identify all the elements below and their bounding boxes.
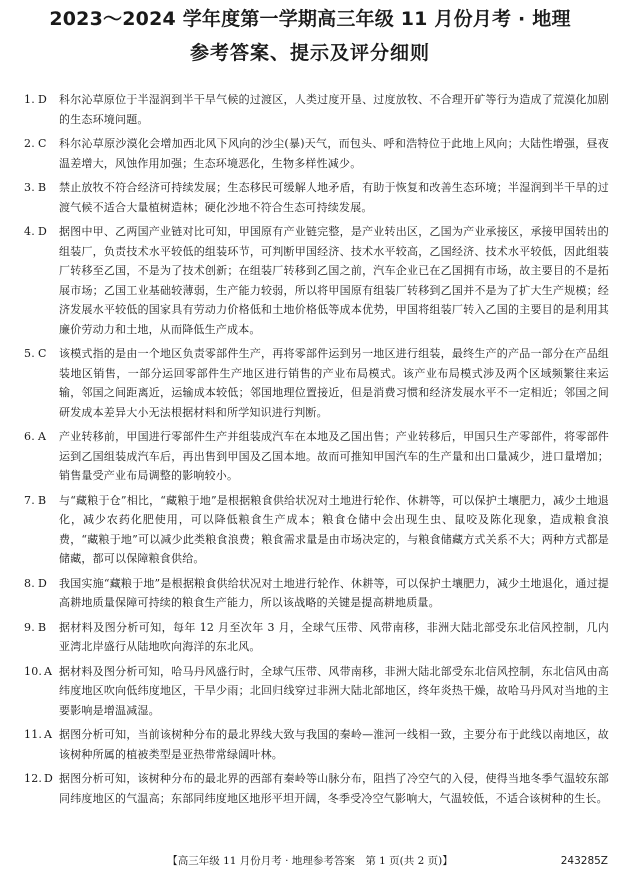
item-explanation: 我国实施“藏粮于地”是根据粮食供给状况对土地进行轮作、休耕等，可以保护土壤肥力，减少土地退化，通过提高耕地质量保障可持续的粮食生产能力，所以该战略的关键是提高耕地质量。 [59,576,609,609]
document-code: 243285Z [560,855,608,867]
item-answer: A [38,430,47,443]
answer-item-4 [24,222,609,339]
item-explanation: 据图中甲、乙两国产业链对比可知，甲国原有产业链完整，是产业转出区，乙国为产业承接区，承接甲国转出的组装厂，负责技术水平较低的组装环节，可判断甲国经济、技术水平较高，乙国经济、技术水平较低，因此组装厂转移至乙国，不是为了技术创新；在组装厂转移到乙国之前，汽车企业已在乙国拥有市场，故主要目的不是拓展市场；乙国工业基础较薄弱，生产能力较弱，所以将甲国原有组装厂转移到乙国并不是为了扩大生产规模；经济发展水平较低的国家具有劳动力价格低和土地价格低等成本优势，甲国将组装厂转入乙国的主要目的是利用其廉价劳动力和土地，从而降低生产成本。 [59,225,609,336]
answer-item-12 [24,769,609,808]
item-number: 12. [24,772,43,785]
answer-item-3 [24,178,609,217]
page-title: 2023～2024 学年度第一学期高三年级 11 月份月考 · 地理 [49,8,571,30]
answer-item-11 [24,725,609,764]
item-explanation: 禁止放牧不符合经济可持续发展；生态移民可缓解人地矛盾，有助于恢复和改善生态环境；半湿润到半干旱的过渡气候不适合大量植树造林；硬化沙地不符合生态可持续发展。 [59,181,609,214]
item-explanation: 据图分析可知，该树种分布的最北界的西部有秦岭等山脉分布，阻挡了冷空气的入侵，使得当地冬季气温较东部同纬度地区的气温高；东部同纬度地区地形平坦开阔，冬季受冷空气影响大，气温较低，不适合该树种的生长。 [59,772,609,805]
item-number: 1. [24,93,35,106]
item-answer: B [38,493,47,507]
item-explanation: 科尔沁草原沙漠化会增加西北风下风向的沙尘(暴)天气，而包头、呼和浩特位于此地上风向；大陆性增强，昼夜温差增大，风蚀作用加强；生态环境恶化，生物多样性减少。 [59,137,609,170]
page-subtitle: 参考答案、提示及评分细则 [189,42,430,64]
item-answer: D [38,93,48,106]
item-answer: A [44,664,53,678]
item-number: 3. [24,181,35,194]
item-number: 11. [24,728,43,741]
answer-item-5 [24,344,609,422]
item-explanation: 该模式指的是由一个地区负责零部件生产，再将零部件运到另一地区进行组装，最终生产的产品一部分在产品组装地区销售，一部分运回零部件生产地区进行销售的产业布局模式。该产业布局模式涉及两个区域频繁往来运输，邻国之间距离近，运输成本较低；邻国地理位置接近，但是消费习惯和经济发展水平不一定相近；邻国之间研发成本差异大小无法根据材料和所学知识进行判断。 [59,347,609,419]
item-answer: B [38,181,47,194]
page-footer: 【高三年级 11 月份月考 · 地理参考答案 第 1 页(共 2 页)】 [167,855,453,867]
item-explanation: 据材料及图分析可知，每年 12 月至次年 3 月，全球气压带、风带南移，非洲大陆北部受东北信风控制，几内亚湾北岸盛行从陆地吹向海洋的东北风。 [59,620,609,653]
item-answer: D [44,772,54,785]
item-explanation: 产业转移前，甲国进行零部件生产并组装成汽车在本地及乙国出售；产业转移后，甲国只生产零部件，将零部件运到乙国组装成汽车后，再出售到甲国及乙国本地。故而可推知甲国汽车的生产量和出口量减少，进口量增加；销售量受产业布局调整的影响较小。 [59,430,609,482]
item-explanation: 据图分析可知，当前该树种分布的最北界线大致与我国的秦岭—淮河一线相一致，主要分布于此线以南地区，故该树种所属的植被类型是亚热带常绿阔叶林。 [59,728,609,761]
item-number: 2. [24,137,35,150]
item-explanation: 据材料及图分析可知，哈马丹风盛行时，全球气压带、风带南移，非洲大陆北部受东北信风控制，东北信风由高纬度地区吹向低纬度地区，干旱少雨；北回归线穿过非洲大陆北部地区，终年炎热干燥，故哈马丹风对当地的主要影响是增温减湿。 [59,664,609,717]
answer-item-8 [24,574,609,613]
answer-list [24,90,609,813]
item-number: 6. [24,430,35,443]
item-answer: A [44,728,53,741]
item-explanation: 科尔沁草原位于半湿润到半干旱气候的过渡区，人类过度开垦、过度放牧、不合理开矿等行为造成了荒漠化加剧的生态环境问题。 [59,93,609,126]
answer-item-6 [24,427,609,486]
item-number: 8. [24,576,35,590]
answer-item-1 [24,90,609,129]
answer-item-2 [24,134,609,173]
item-answer: C [38,137,47,150]
item-answer: C [38,347,47,360]
answer-item-9 [24,618,609,657]
item-answer: D [38,225,48,238]
item-answer: B [38,620,47,634]
answer-item-10 [24,662,609,721]
answer-item-7 [24,491,609,569]
item-number: 9. [24,620,35,634]
item-number: 7. [24,493,35,507]
item-answer: D [38,576,48,590]
item-explanation: 与“藏粮于仓”相比，“藏粮于地”是根据粮食供给状况对土地进行轮作、休耕等，可以保护土壤肥力，减少土地退化，减少农药化肥使用，可以降低粮食生产成本；粮食仓储中会出现生虫、鼠咬及陈化现象，造成粮食浪费，“藏粮于地”可以减少此类粮食浪费；粮食需求量是由市场决定的，与粮食储藏方式关系不大；两种方式都是储藏，都可以保障粮食供给。 [59,493,609,565]
item-number: 10. [24,664,43,678]
item-number: 5. [24,347,35,360]
item-number: 4. [24,225,35,238]
